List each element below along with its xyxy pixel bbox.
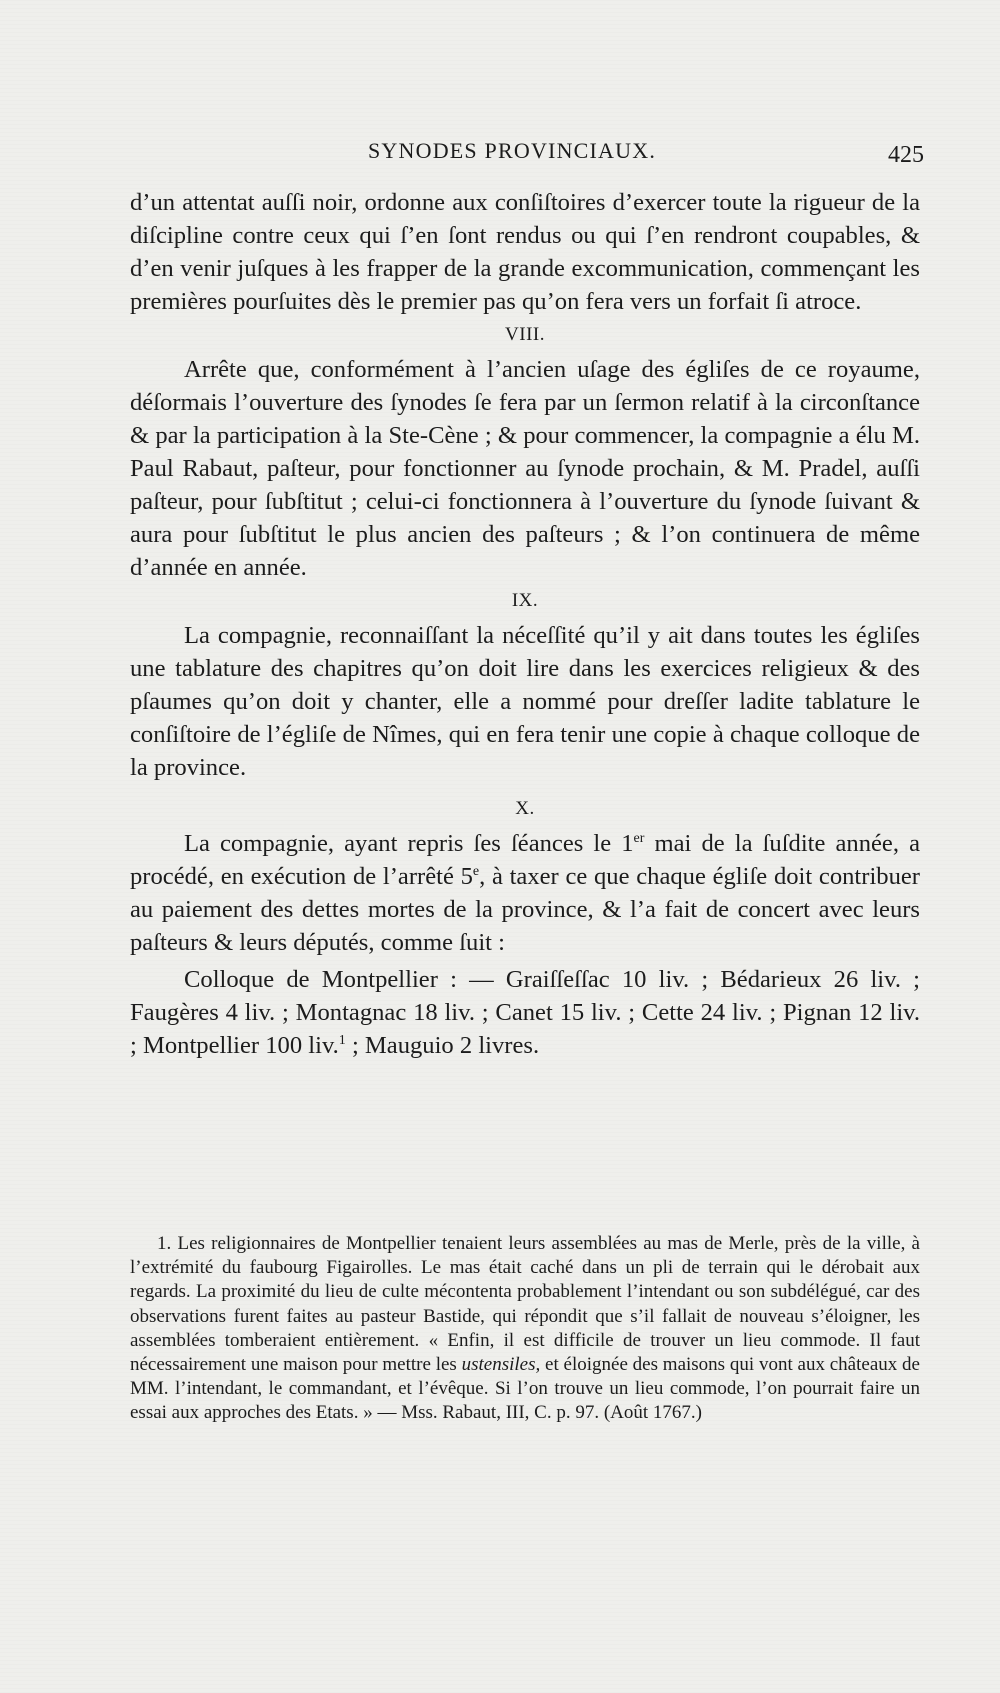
paragraph-article-ix: La compagnie, reconnaiſſant la néceſſité qu’il y ait dans toutes les égliſes une tablature des chapitres qu’on doit lire dans les exercices religieux & des pſaumes qu’on doit y chanter, elle a nommé pour dreſſer ladite tablature le conſiſtoire de l’égliſe de Nîmes, qui en fera tenir une copie à chaque colloque de la province.: [130, 622, 920, 781]
paragraph-article-viii: Arrête que, conformément à l’ancien uſage des égliſes de ce royaume, déſormais l’ouverture des ſynodes ſe fera par un ſermon relatif à la circonſtance & par la participation à la Ste-Cène ; & pour commencer, la compagnie a élu M. Paul Rabaut, paſteur, pour fonctionner au ſynode prochain, & M. Pradel, auſſi paſteur, pour ſubſtitut ; celui-ci fonctionnera à l’ouverture du ſynode ſuivant & aura pour ſubſtitut le plus ancien des paſteurs ; & l’on continuera de même d’année en année.: [130, 356, 920, 581]
superscript-er: er: [633, 830, 645, 846]
footnote-1-text-1: 1. Les religionnaires de Montpellier tenaient leurs assemblées au mas de Merle, près de la ville, à l’extrémité du faubourg Figairolles. Le mas était caché dans un pli de terrain qui le dérobait aux regards. La proximité du lieu de culte mécontenta probablement l’intendant ou son subdélégué, car des observations furent faites au pasteur Bastide, qui répondit que s’il fallait de nouveau s’éloigner, les assemblées tomberaient entièrement. « Enfin, il est difficile de trouver un lieu commode. Il faut nécessairement une maison pour mettre les: [130, 1233, 920, 1376]
colloque-text-1: Colloque de Montpellier : — Graiſſeſſac 10 liv. ; Bédarieux 26 liv. ; Faugères 4 liv. ; Montagnac 18 liv. ; Canet 15 liv. ; Cette 24 liv. ; Pignan 12 liv. ; Montpellier 100 liv.: [130, 966, 920, 1059]
footnote-1-text-2: et éloignée des maisons qui vont aux châteaux de MM. l’intendant, le commandant, et l’évêque. Si l’on trouve un lieu commode, l’on pourrait faire un essai aux approches des Etats. » — Mss. Rabaut, III, C. p. 97. (Août 1767.): [130, 1354, 920, 1424]
footnote-1-italic: ustensiles,: [461, 1354, 541, 1376]
section-number-ix: IX.: [511, 590, 539, 611]
page-header: [130, 136, 942, 176]
colloque-text-2: ; Mauguio 2 livres.: [345, 1032, 540, 1059]
footnotes: [130, 1232, 920, 1426]
paragraph-continuation: d’un attentat auſſi noir, ordonne aux conſiſtoires d’exercer toute la rigueur de la diſcipline contre ceux qui ſ’en ſont rendus ou qui ſ’en rendront coupables, & d’en venir juſques à les frapper de la grande excommunication, commençant les premières pourſuites dès le premier pas qu’on fera vers un forfait ſi atroce.: [130, 189, 920, 315]
article-x-text-1: La compagnie, ayant repris ſes ſéances le 1: [184, 830, 634, 857]
footnote-ref-1[interactable]: 1: [338, 1032, 346, 1048]
paragraph-article-x: [130, 827, 920, 959]
section-number-x: X.: [515, 798, 535, 819]
superscript-e: e: [472, 863, 480, 879]
paragraph-colloque-montpellier: [130, 963, 920, 1062]
footnote-1: [130, 1232, 920, 1426]
running-head: SYNODES PROVINCIAUX.: [368, 138, 657, 163]
article-x-text-2: mai de la ſuſdite année, a procédé, en exécution de l’arrêté 5: [130, 830, 920, 890]
page-number: 425: [888, 142, 924, 168]
article-x-text-3: , à taxer ce que chaque égliſe doit contribuer au paiement des dettes mortes de la province, & l’a fait de concert avec leurs paſteurs & leurs députés, comme ſuit :: [130, 863, 920, 956]
section-number-viii: VIII.: [505, 324, 545, 345]
main-text: [130, 186, 920, 1062]
